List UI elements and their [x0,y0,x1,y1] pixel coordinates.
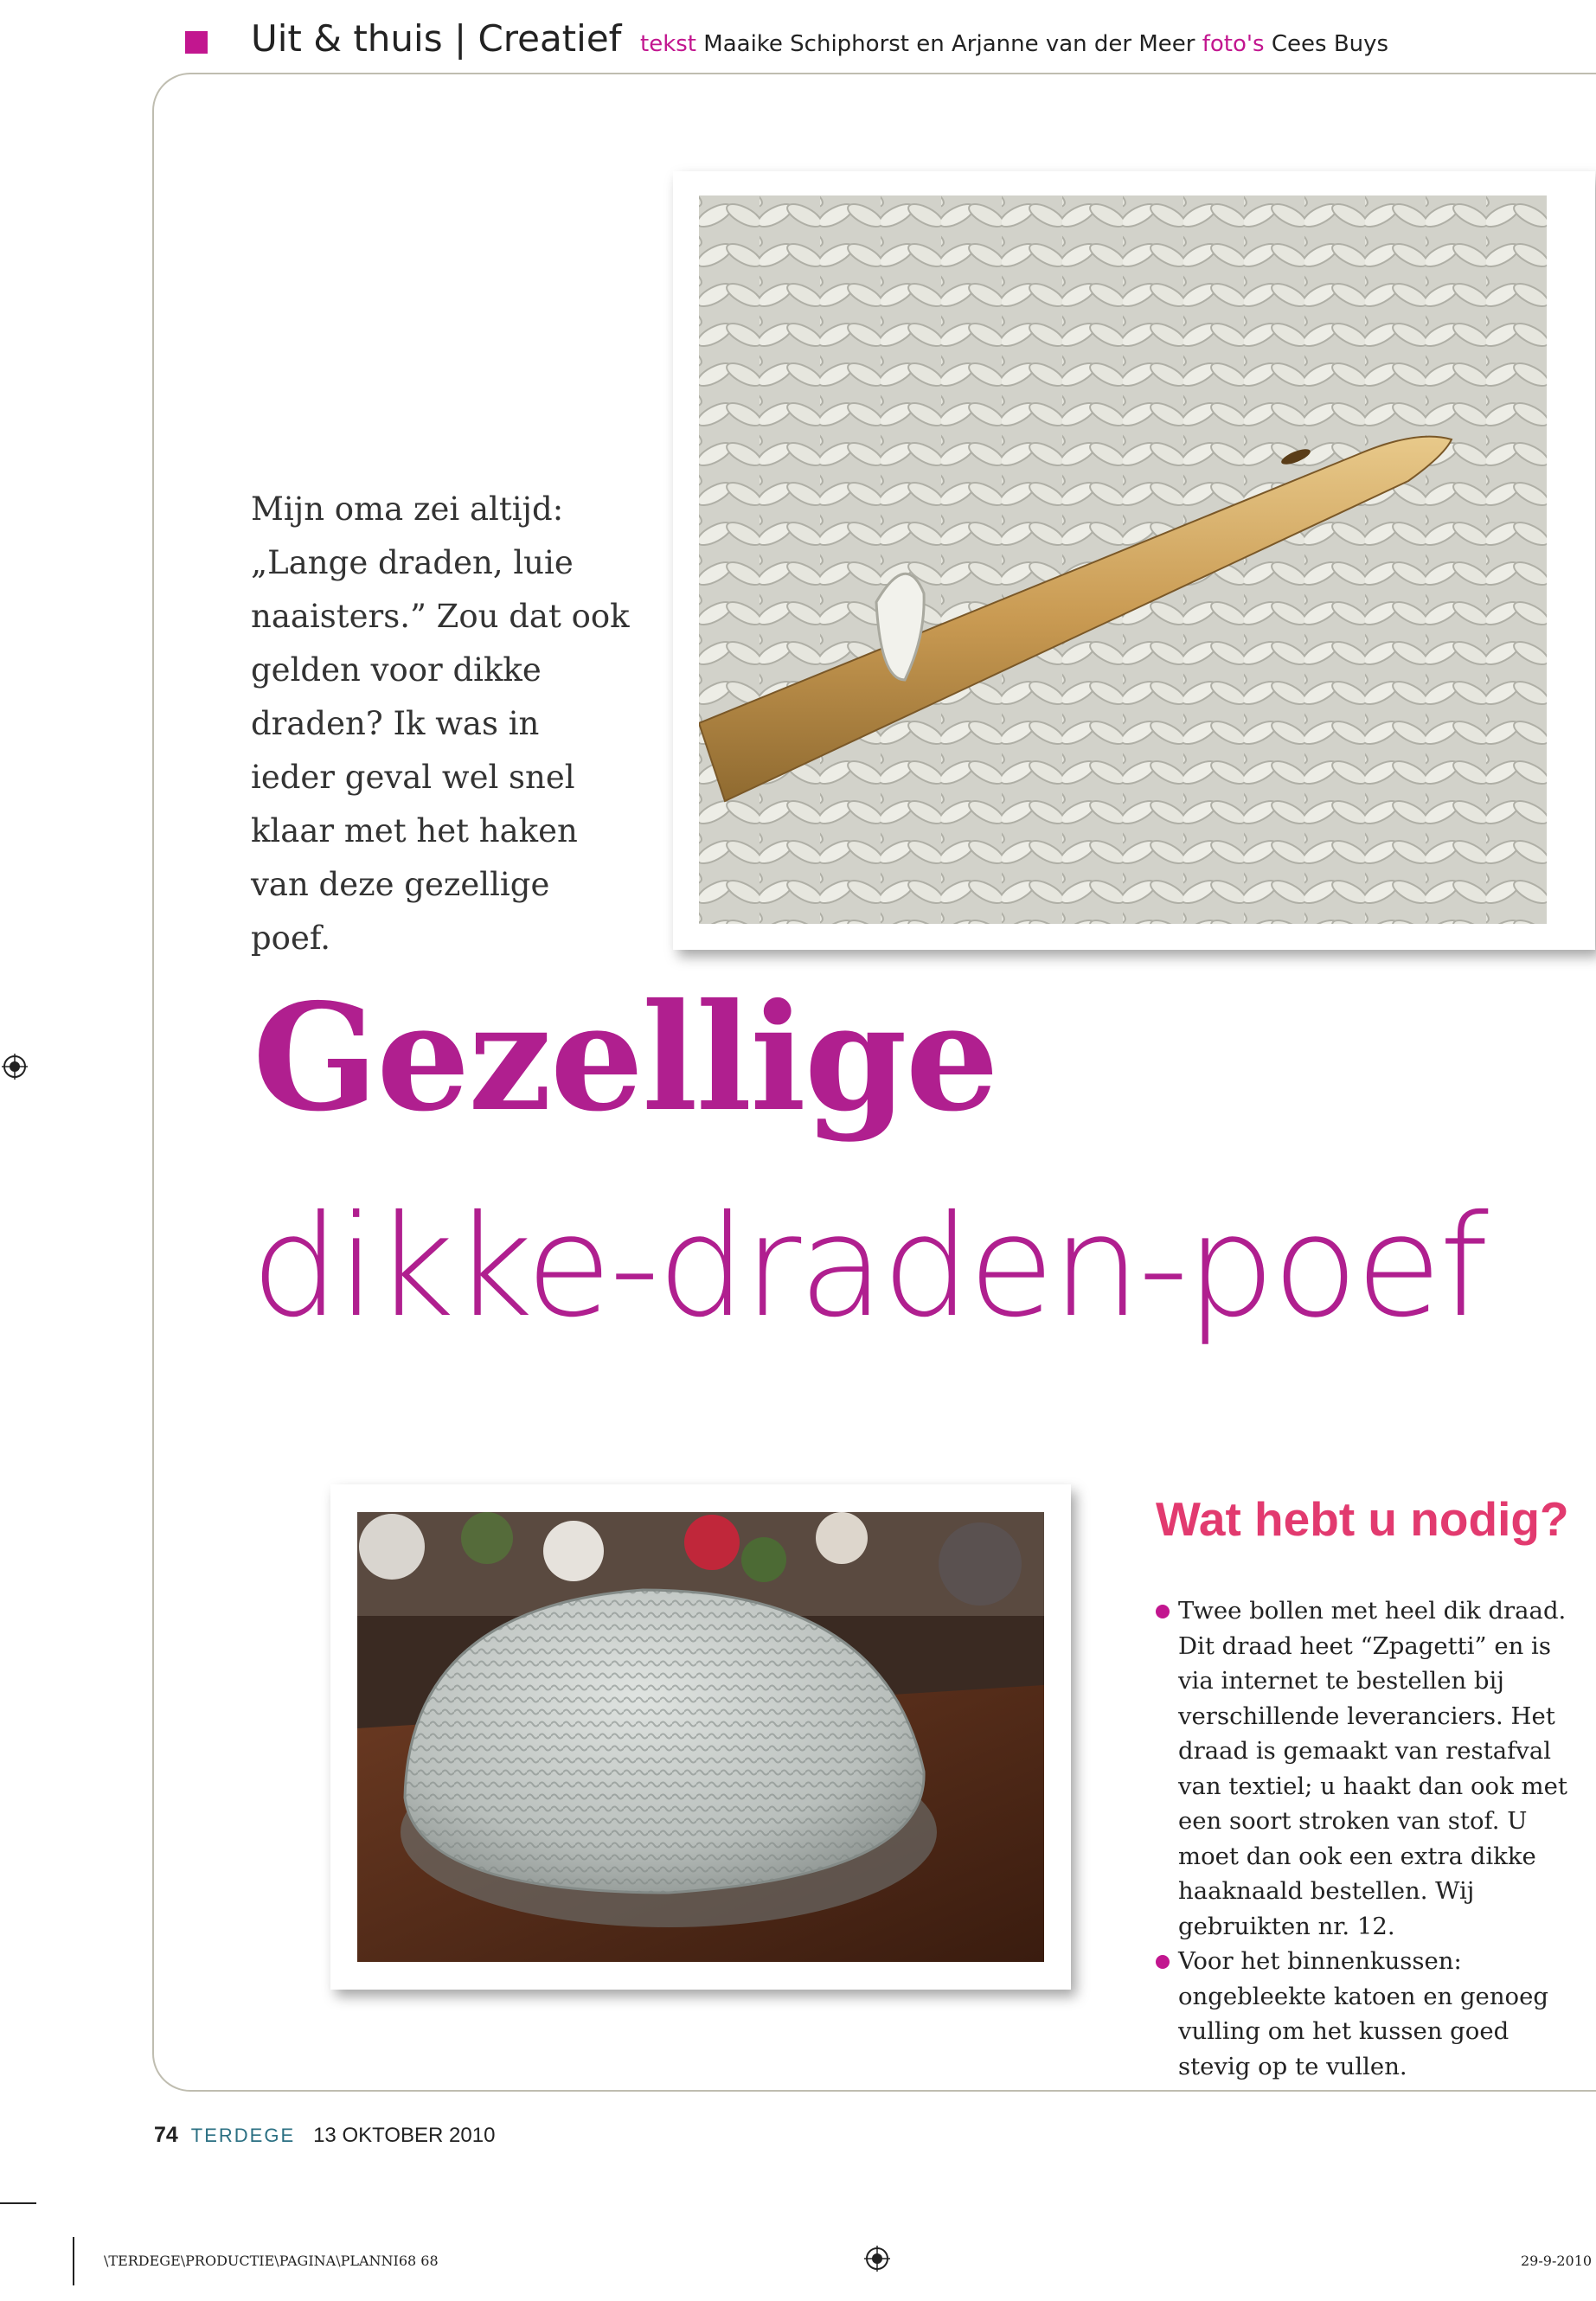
list-item-text: Voor het binnenkussen: ongebleekte katoen en genoeg vulling om het kussen goed stevig op te vullen. [1178,1947,1548,2080]
pouf-illustration [357,1512,1044,1962]
materials-list [1156,1593,1580,2084]
issue-date: 13 OKTOBER 2010 [313,2124,496,2147]
section-marker-icon [185,31,208,54]
intro-text: Mijn oma zei altijd: „Lange draden, luie naaisters.” Zou dat ook gelden voor dikke draden? Ik was in ieder geval wel snel klaar met het haken van deze gezellige poef. [251,490,630,957]
crop-mark [0,2202,36,2204]
page-footer [154,2123,495,2148]
slug-date: 29-9-2010 [1521,2253,1593,2269]
text-authors: Maaike Schiphorst en Arjanne van der Meer [703,31,1195,57]
crop-mark [73,2237,74,2285]
bullet-icon [1156,1955,1170,1969]
page-number: 74 [154,2123,178,2147]
pouf-photo [330,1484,1071,1990]
magazine-name: TERDEGE [190,2125,296,2146]
credits-line [640,31,1388,57]
bullet-icon [1156,1605,1170,1618]
slug-path: \TERDEGE\PRODUCTIE\PAGINA\PLANNI68 68 [104,2253,439,2269]
registration-mark-icon [2,1054,28,1080]
page-subtitle: dikke-draden-poef [251,1186,1486,1349]
photo-author: Cees Buys [1271,31,1389,57]
registration-mark-icon [864,2246,890,2272]
text-role-label: tekst [640,31,696,57]
photo-role-label: foto's [1202,31,1265,57]
crochet-hook-photo [673,171,1595,950]
page-title: Gezellige [253,971,997,1144]
list-item-text: Twee bollen met heel dik draad. Dit draad heet “Zpagetti” en is via internet te bestellen bij verschillende leveranciers. Het draad is gemaakt van restafval van textiel; u haakt dan ook met een soort stroken van stof. U moet dan ook een extra dikke haaknaald bestellen. Wij gebruikten nr. 12. [1178,1597,1567,1940]
list-item [1156,1593,1580,1944]
list-item [1156,1944,1580,2084]
materials-heading: Wat hebt u nodig? [1156,1492,1569,1546]
crochet-hook-illustration [699,195,1547,924]
section-label: Uit & thuis | Creatief [251,17,622,60]
